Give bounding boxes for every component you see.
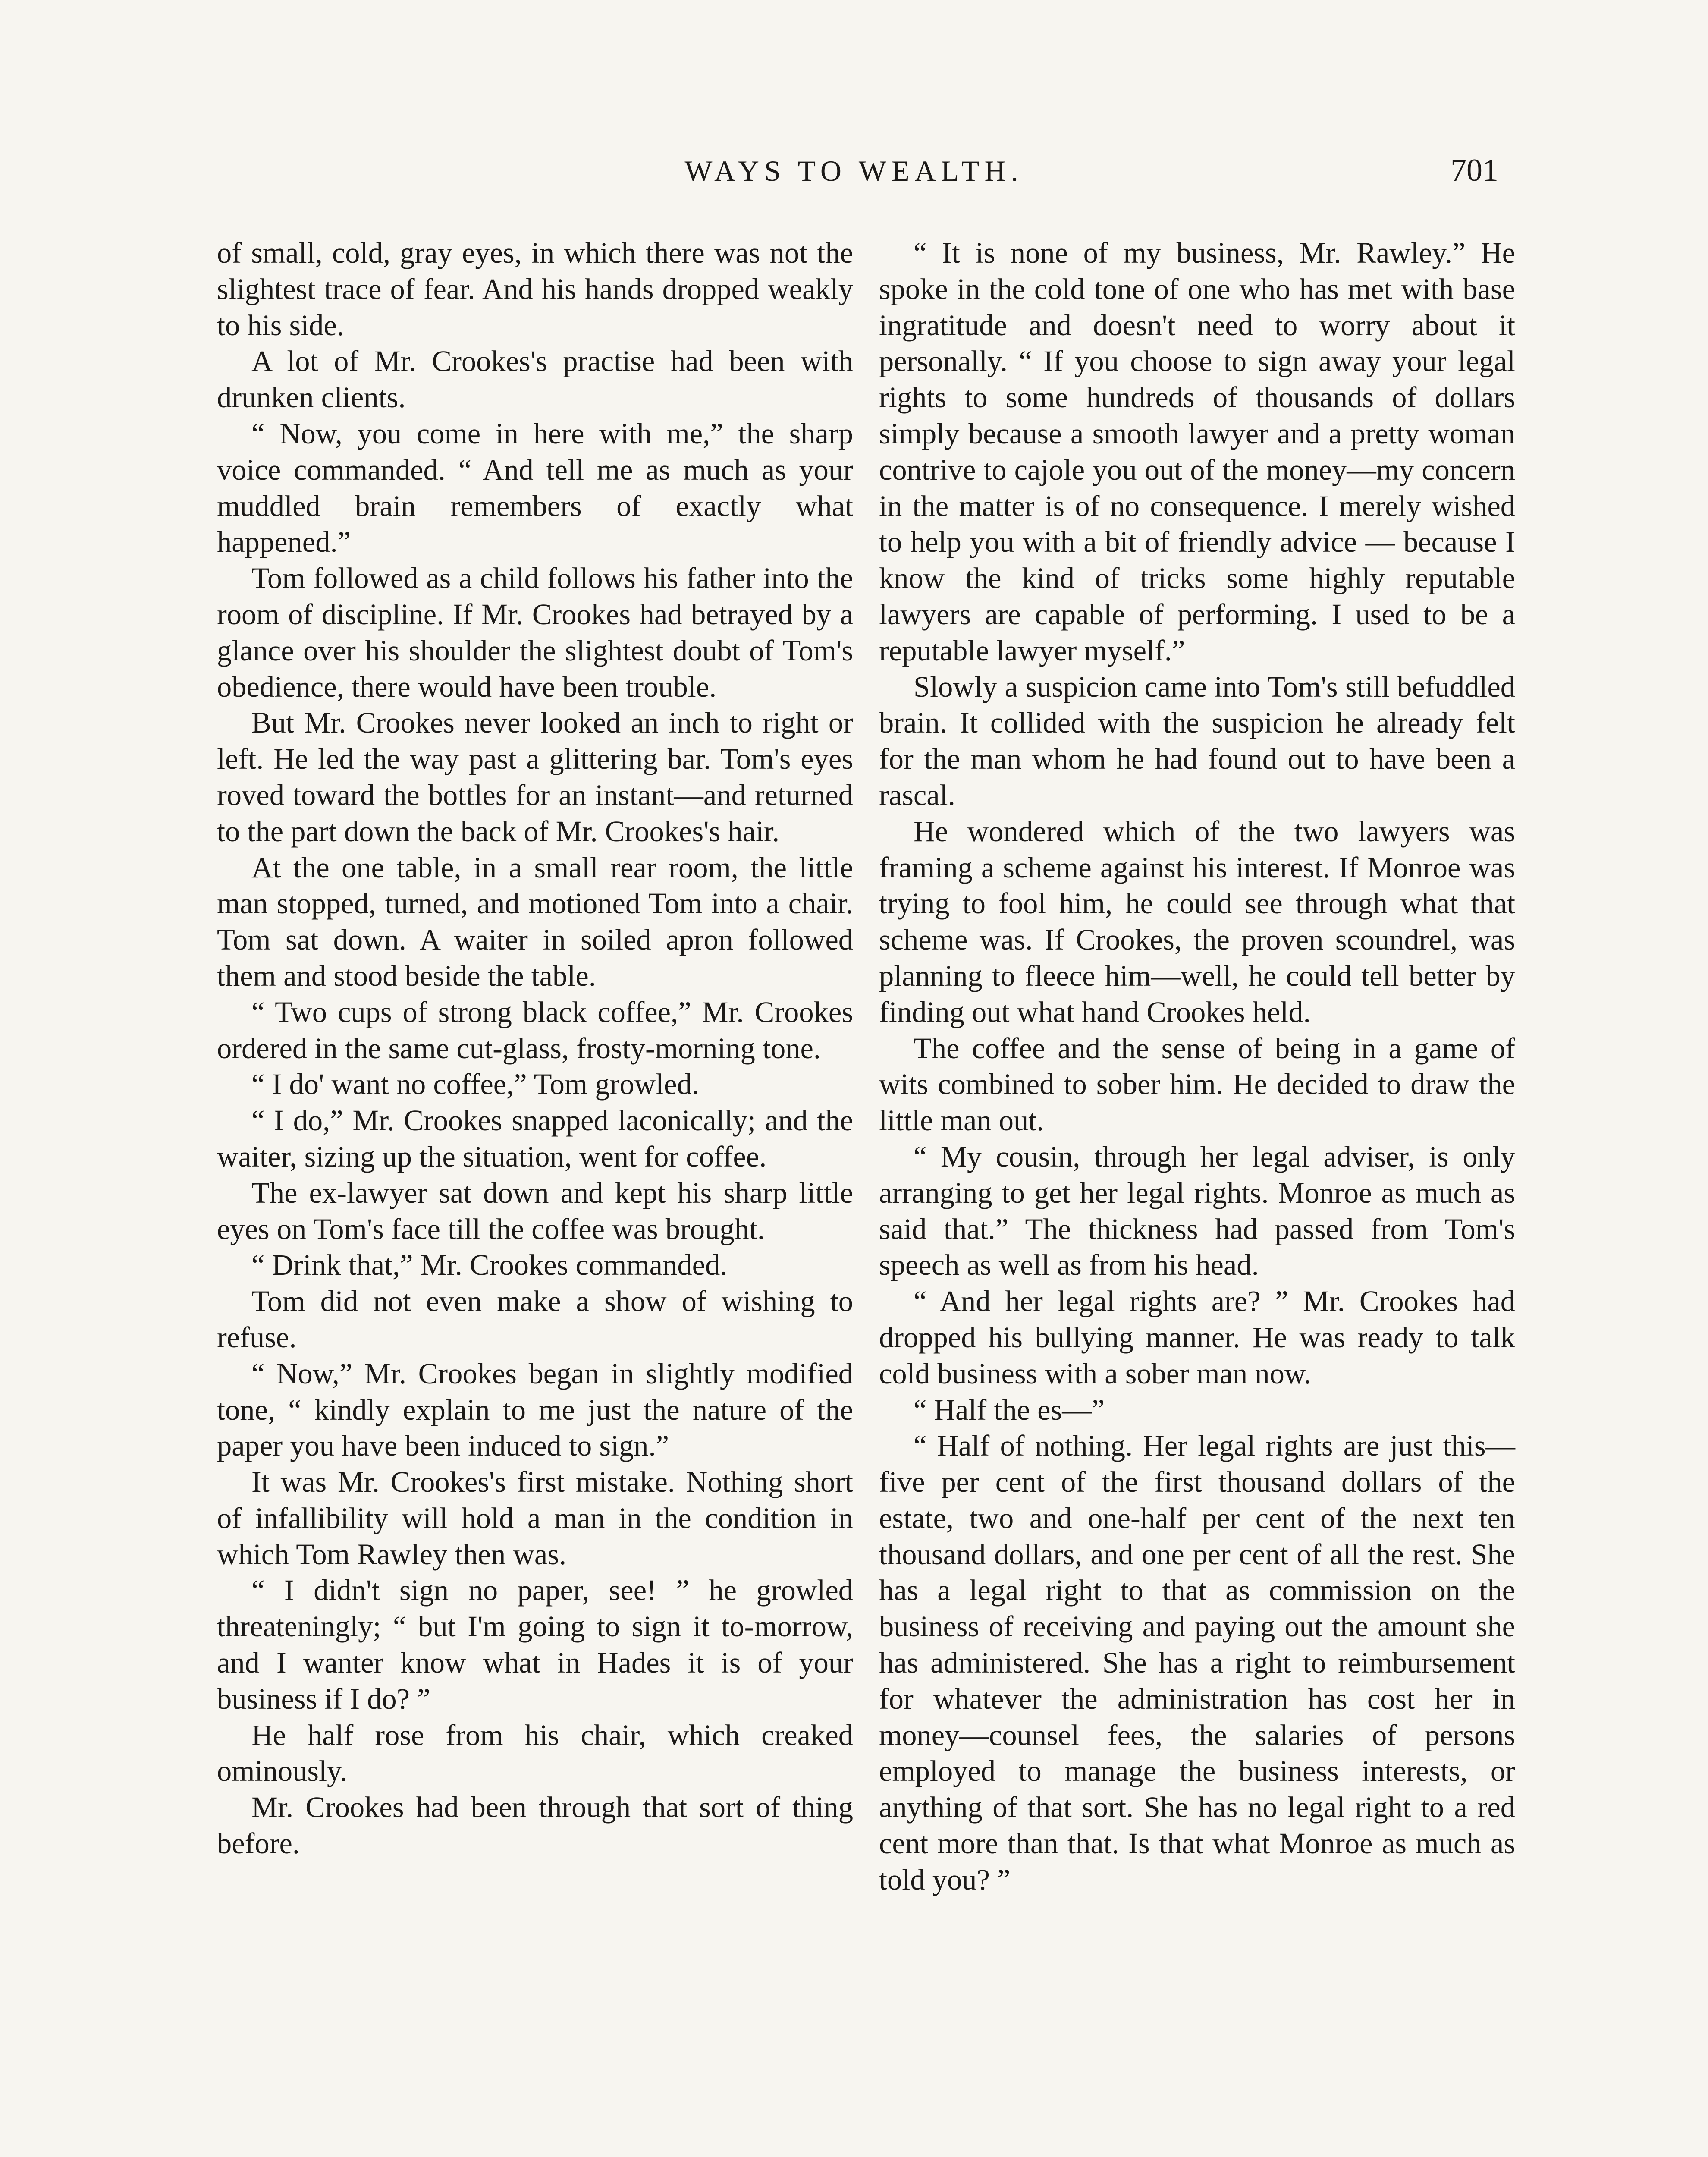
paragraph: “ Two cups of strong black coffee,” Mr. Crookes ordered in the same cut-glass, frosty-morning tone.: [217, 995, 853, 1065]
paragraph: “ Now,” Mr. Crookes began in slightly modified tone, “ kindly explain to me just the nature of the paper you have been induced to sign.”: [217, 1357, 853, 1462]
paragraph: Slowly a suspicion came into Tom's still befuddled brain. It collided with the suspicion he already felt for the man whom he had found out to have been a rascal.: [879, 670, 1515, 811]
paragraph: It was Mr. Crookes's first mistake. Nothing short of infallibility will hold a man in the condition in which Tom Rawley then was.: [217, 1465, 853, 1571]
paragraph: He half rose from his chair, which creaked ominously.: [217, 1718, 853, 1788]
paragraph: “ Now, you come in here with me,” the sharp voice commanded. “ And tell me as much as your muddled brain remembers of exactly what happened.”: [217, 417, 853, 559]
paragraph: “ I do,” Mr. Crookes snapped laconically; and the waiter, sizing up the situation, went for coffee.: [217, 1104, 853, 1173]
paragraph: “ It is none of my business, Mr. Rawley.” He spoke in the cold tone of one who has met with base ingratitude and doesn't need to worry about it personally. “ If you choose to sign away your legal rights to some hundreds of thousands of dollars simply because a smooth lawyer and a pretty woman contrive to cajole you out of the money—my concern in the matter is of no consequence. I merely wished to help you with a bit of friendly advice — because I know the kind of tricks some highly reputable lawyers are capable of performing. I used to be a reputable lawyer myself.”: [879, 236, 1515, 667]
paragraph: But Mr. Crookes never looked an inch to right or left. He led the way past a glittering bar. Tom's eyes roved toward the bottles for an instant—and returned to the part down the back of Mr. Crookes's hair.: [217, 706, 853, 848]
paragraph: At the one table, in a small rear room, the little man stopped, turned, and motioned Tom into a chair. Tom sat down. A waiter in soiled apron followed them and stood beside the table.: [217, 851, 853, 992]
paragraph: He wondered which of the two lawyers was framing a scheme against his interest. If Monroe was trying to fool him, he could see through what that scheme was. If Crookes, the proven scoundrel, was planning to fleece him—well, he could tell better by finding out what hand Crookes held.: [879, 814, 1515, 1028]
paragraph: “ And her legal rights are? ” Mr. Crookes had dropped his bullying manner. He was ready to talk cold business with a sober man now.: [879, 1285, 1515, 1390]
paragraph: Tom followed as a child follows his father into the room of discipline. If Mr. Crookes had betrayed by a glance over his shoulder the slightest doubt of Tom's obedience, there would have been trouble.: [217, 562, 853, 703]
paragraph: Mr. Crookes had been through that sort of thing before.: [217, 1791, 853, 1860]
paragraph: A lot of Mr. Crookes's practise had been with drunken clients.: [217, 345, 853, 414]
paragraph: Tom did not even make a show of wishing to refuse.: [217, 1285, 853, 1354]
paragraph: The ex-lawyer sat down and kept his sharp little eyes on Tom's face till the coffee was brought.: [217, 1176, 853, 1245]
left-text-column: [217, 235, 853, 1862]
paragraph: “ My cousin, through her legal adviser, is only arranging to get her legal rights. Monroe as much as said that.” The thickness had passed from Tom's speech as well as from his head.: [879, 1140, 1515, 1282]
page-number: 701: [1451, 153, 1498, 188]
paragraph: “ I do' want no coffee,” Tom growled.: [251, 1068, 699, 1101]
paragraph: “ Half the es—”: [914, 1393, 1105, 1426]
right-text-column: [879, 235, 1515, 1898]
paragraph: of small, cold, gray eyes, in which there was not the slightest trace of fear. And his hands dropped weakly to his side.: [217, 236, 853, 342]
paragraph: The coffee and the sense of being in a game of wits combined to sober him. He decided to draw the little man out.: [879, 1031, 1515, 1137]
paragraph: “ Half of nothing. Her legal rights are just this—five per cent of the first thousand dollars of the estate, two and one-half per cent of the next ten thousand dollars, and one per cent of all the rest. She has a legal right to that as commission on the business of receiving and paying out the amount she has administered. She has a right to reimbursement for whatever the administration has cost her in money—counsel fees, the salaries of persons employed to manage the business interests, or anything of that sort. She has no legal right to a red cent more than that. Is that what Monroe as much as told you? ”: [879, 1429, 1515, 1896]
paragraph: “ Drink that,” Mr. Crookes commanded.: [251, 1248, 728, 1282]
paragraph: “ I didn't sign no paper, see! ” he growled threateningly; “ but I'm going to sign it to-morrow, and I wanter know what in Hades it is of your business if I do? ”: [217, 1574, 853, 1715]
running-header-title: WAYS TO WEALTH.: [684, 154, 1024, 187]
